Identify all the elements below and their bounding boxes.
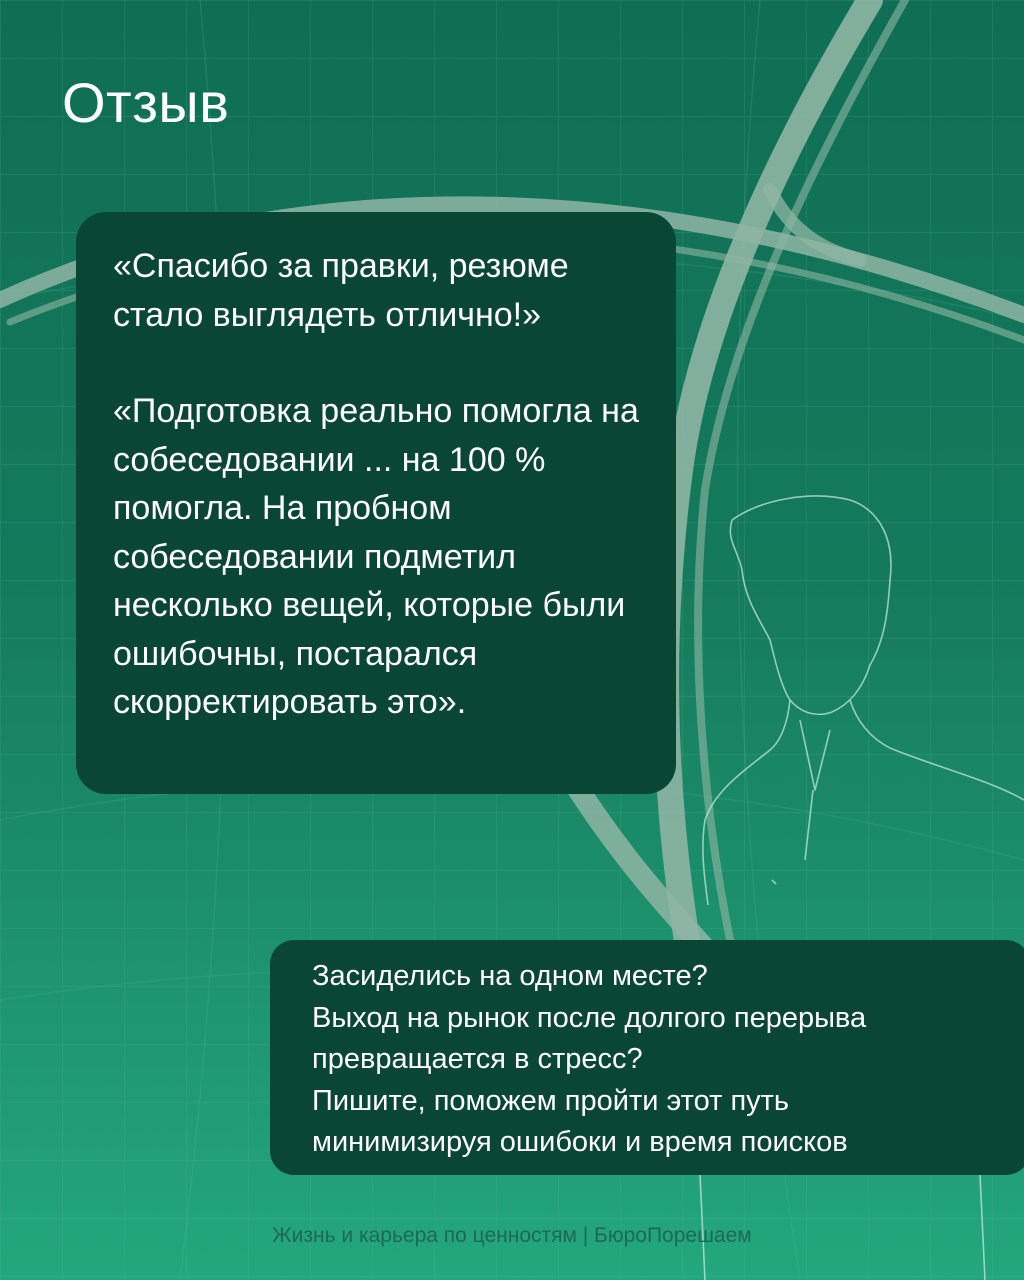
testimonial-quote-1: «Спасибо за правки, резюме стало выглядеть отлично!» xyxy=(113,247,569,334)
page-title: Отзыв xyxy=(62,71,230,134)
footer-tagline: Жизнь и карьера по ценностям | БюроПорешаем xyxy=(272,1224,752,1247)
cta-line-1: Засиделись на одном месте? xyxy=(312,960,708,992)
testimonial-card xyxy=(76,212,676,794)
cta-line-4: Пишите, поможем пройти этот путь xyxy=(312,1084,790,1117)
testimonial-quote-2: «Подготовка реально помогла на собеседовании ... на 100 % помогла. На пробном собеседовании подметил несколько вещей, которые были ошибочны, постарался скорректировать это». xyxy=(113,392,639,721)
cta-line-3: превращается в стресс? xyxy=(312,1043,643,1075)
cta-line-2: Выход на рынок после долгого перерыва xyxy=(312,1001,867,1034)
call-to-action-card xyxy=(270,940,1024,1175)
cta-line-5: минимизируя ошибоки и время поисков xyxy=(312,1126,848,1158)
